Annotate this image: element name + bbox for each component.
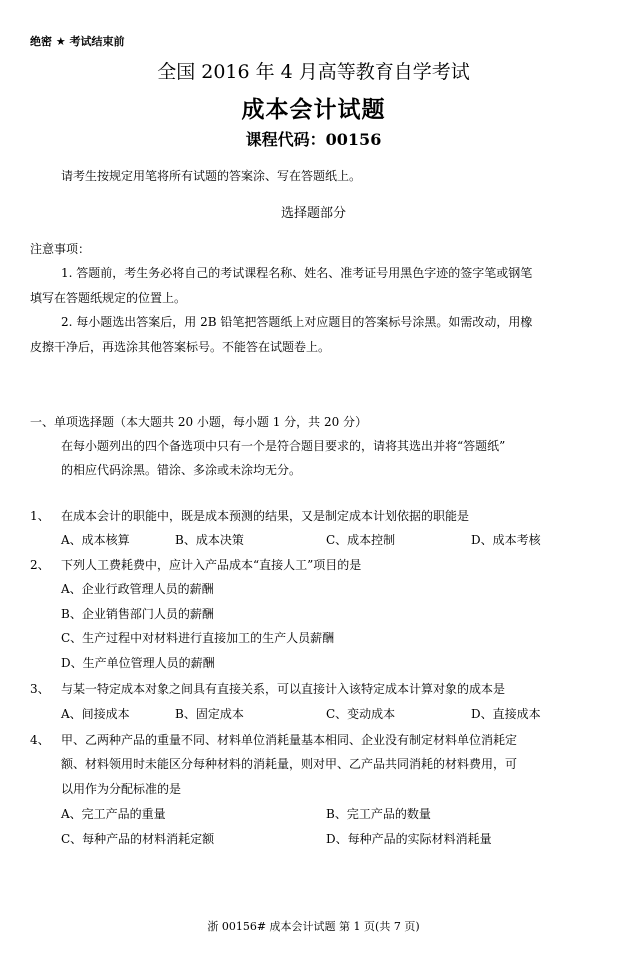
note-line: 1. 答题前，考生务必将自己的考试课程名称、姓名、准考证号用黑色字迹的签字笔或钢笔 <box>61 266 533 280</box>
option-b: B、企业销售部门人员的薪酬 <box>61 607 214 621</box>
question-stem: 以用作为分配标准的是 <box>61 782 182 796</box>
question-number: 1、 <box>30 509 50 523</box>
option-b: B、完工产品的数量 <box>326 807 431 821</box>
exam-title: 全国 2016 年 4 月高等教育自学考试 <box>157 61 470 83</box>
option-a: A、间接成本 <box>61 707 130 721</box>
question-number: 4、 <box>30 733 50 747</box>
option-a: A、企业行政管理人员的薪酬 <box>61 582 214 596</box>
option-c: C、变动成本 <box>326 707 396 721</box>
question-stem: 与某一特定成本对象之间具有直接关系，可以直接计入该特定成本计算对象的成本是 <box>61 682 506 696</box>
option-a: A、完工产品的重量 <box>61 807 166 821</box>
option-d: D、生产单位管理人员的薪酬 <box>61 656 215 670</box>
question-stem: 在成本会计的职能中，既是成本预测的结果，又是制定成本计划依据的职能是 <box>61 509 470 523</box>
page-footer: 浙 00156# 成本会计试题 第 1 页(共 7 页) <box>207 920 420 933</box>
option-c: C、成本控制 <box>326 533 396 547</box>
question-stem: 额、材料领用时未能区分每种材料的消耗量，则对甲、乙产品共同消耗的材料费用，可 <box>61 757 518 771</box>
notes-heading: 注意事项： <box>30 242 91 256</box>
part-description: 在每小题列出的四个备选项中只有一个是符合题目要求的，请将其选出并将“答题纸” <box>61 439 506 453</box>
option-b: B、固定成本 <box>175 707 244 721</box>
confidential-mark: 绝密 ★ 考试结束前 <box>30 35 125 48</box>
question-number: 2、 <box>30 558 50 572</box>
option-c: C、每种产品的材料消耗定额 <box>61 832 215 846</box>
question-stem: 下列人工费耗费中，应计入产品成本“直接人工”项目的是 <box>61 558 362 572</box>
option-d: D、每种产品的实际材料消耗量 <box>326 832 492 846</box>
part-description: 的相应代码涂黑。错涂、多涂或未涂均无分。 <box>61 463 302 477</box>
paper-title: 成本会计试题 <box>241 96 386 123</box>
option-d: D、成本考核 <box>471 533 541 547</box>
section-title: 选择题部分 <box>280 206 346 221</box>
option-a: A、成本核算 <box>61 533 130 547</box>
question-stem: 甲、乙两种产品的重量不同、材料单位消耗量基本相同、企业没有制定材料单位消耗定 <box>61 733 518 747</box>
note-line: 皮擦干净后，再选涂其他答案标号。不能答在试题卷上。 <box>30 340 331 354</box>
course-code: 课程代码：00156 <box>245 130 382 149</box>
note-line: 填写在答题纸规定的位置上。 <box>30 291 187 305</box>
answer-instruction: 请考生按规定用笔将所有试题的答案涂、写在答题纸上。 <box>61 169 362 183</box>
part-heading: 一、单项选择题（本大题共 20 小题，每小题 1 分，共 20 分） <box>30 415 368 429</box>
option-d: D、直接成本 <box>471 707 541 721</box>
option-c: C、生产过程中对材料进行直接加工的生产人员薪酬 <box>61 631 335 645</box>
question-number: 3、 <box>30 682 50 696</box>
note-line: 2. 每小题选出答案后，用 2B 铅笔把答题纸上对应题目的答案标号涂黑。如需改动，用橡 <box>61 315 533 329</box>
option-b: B、成本决策 <box>175 533 244 547</box>
